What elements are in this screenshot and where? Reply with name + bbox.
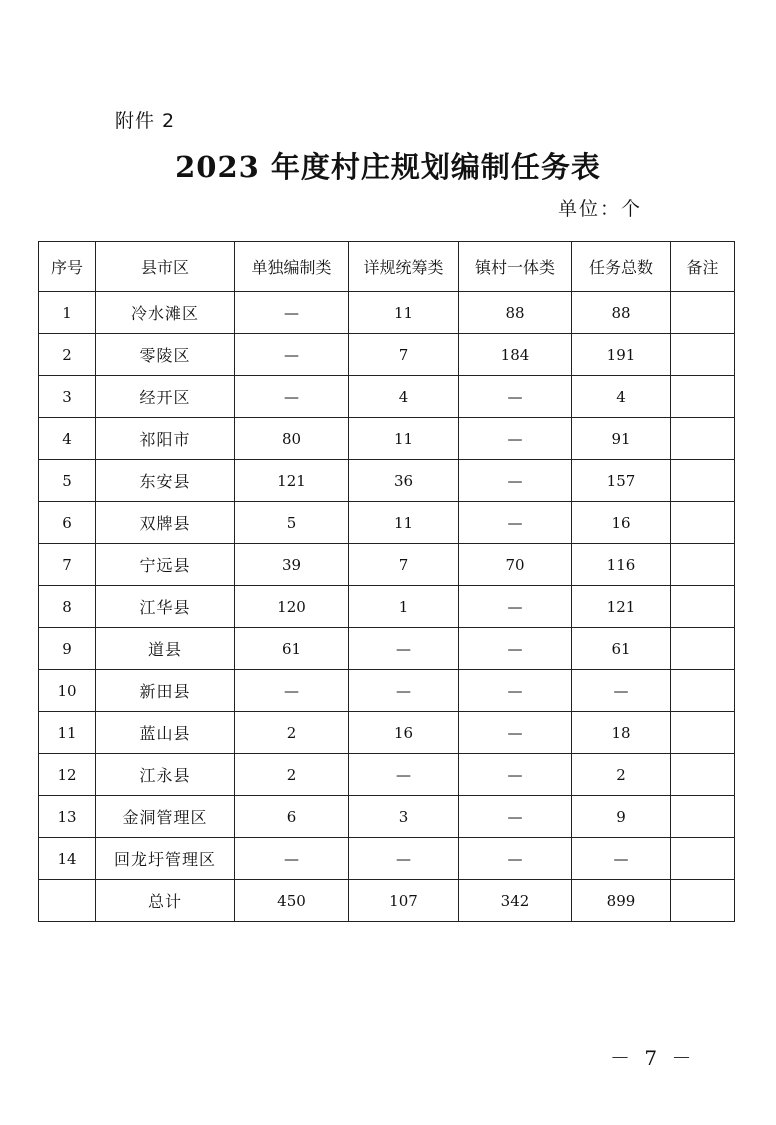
- table-cell: 16: [349, 712, 459, 754]
- table-cell: [671, 418, 735, 460]
- attachment-label: 附件 2: [115, 110, 176, 132]
- table-cell: —: [459, 628, 572, 670]
- table-cell: 江永县: [96, 754, 235, 796]
- table-cell: [671, 544, 735, 586]
- table-cell: 16: [572, 502, 671, 544]
- table-cell: 1: [39, 292, 96, 334]
- table-cell: 13: [39, 796, 96, 838]
- table-cell: 36: [349, 460, 459, 502]
- table-cell: 双牌县: [96, 502, 235, 544]
- table-cell: 金洞管理区: [96, 796, 235, 838]
- column-header: 序号: [39, 242, 96, 292]
- table-cell: 12: [39, 754, 96, 796]
- table-cell: 10: [39, 670, 96, 712]
- table-row: [39, 670, 735, 712]
- table-cell: 6: [235, 796, 349, 838]
- table-row: [39, 838, 735, 880]
- table-cell: 39: [235, 544, 349, 586]
- table-cell: [671, 796, 735, 838]
- table-cell: —: [349, 838, 459, 880]
- table-cell: 7: [349, 334, 459, 376]
- table-cell: 4: [39, 418, 96, 460]
- table-cell: 祁阳市: [96, 418, 235, 460]
- table-cell: 4: [572, 376, 671, 418]
- table-cell: —: [459, 460, 572, 502]
- table-row: [39, 418, 735, 460]
- table-cell: 回龙圩管理区: [96, 838, 235, 880]
- table-cell: —: [235, 376, 349, 418]
- table-cell: 18: [572, 712, 671, 754]
- table-cell: [671, 460, 735, 502]
- table-cell: —: [572, 838, 671, 880]
- table-cell: —: [459, 502, 572, 544]
- table-cell: 191: [572, 334, 671, 376]
- table-cell: 88: [572, 292, 671, 334]
- table-cell: 7: [39, 544, 96, 586]
- table-cell: [671, 502, 735, 544]
- table-cell: 9: [39, 628, 96, 670]
- table-cell: 11: [39, 712, 96, 754]
- column-header: 县市区: [96, 242, 235, 292]
- table-body: [39, 292, 735, 922]
- table-cell: 2: [39, 334, 96, 376]
- table-cell: —: [459, 670, 572, 712]
- table-cell: [671, 712, 735, 754]
- table-cell: 蓝山县: [96, 712, 235, 754]
- column-header: 单独编制类: [235, 242, 349, 292]
- table-cell: 899: [572, 880, 671, 922]
- table-row: [39, 796, 735, 838]
- table-row: [39, 754, 735, 796]
- table-cell: 342: [459, 880, 572, 922]
- table-cell: 1: [349, 586, 459, 628]
- unit-label: 单位：个: [558, 198, 643, 220]
- table-cell: —: [459, 712, 572, 754]
- table-cell: 91: [572, 418, 671, 460]
- table-cell: 120: [235, 586, 349, 628]
- table-row: [39, 334, 735, 376]
- table-cell: 80: [235, 418, 349, 460]
- table-cell: 61: [235, 628, 349, 670]
- table-cell: —: [459, 796, 572, 838]
- table-cell: —: [572, 670, 671, 712]
- column-header: 镇村一体类: [459, 242, 572, 292]
- table-cell: —: [459, 418, 572, 460]
- column-header: 备注: [671, 242, 735, 292]
- column-header: 任务总数: [572, 242, 671, 292]
- table-cell: 宁远县: [96, 544, 235, 586]
- table-row: [39, 376, 735, 418]
- table-cell: [671, 670, 735, 712]
- table-cell: 3: [349, 796, 459, 838]
- table-cell: 江华县: [96, 586, 235, 628]
- table-cell: 新田县: [96, 670, 235, 712]
- table-cell: —: [235, 292, 349, 334]
- table-cell: 184: [459, 334, 572, 376]
- table-cell: 道县: [96, 628, 235, 670]
- table-cell: [671, 880, 735, 922]
- table-cell: —: [235, 838, 349, 880]
- table-cell: —: [349, 754, 459, 796]
- table-row: [39, 544, 735, 586]
- table-cell: 经开区: [96, 376, 235, 418]
- table-cell: 11: [349, 418, 459, 460]
- table-cell: [671, 334, 735, 376]
- document-title: 2023 年度村庄规划编制任务表: [175, 150, 601, 184]
- table-row: [39, 586, 735, 628]
- table-cell: [671, 754, 735, 796]
- table-cell: [671, 838, 735, 880]
- table-cell: 116: [572, 544, 671, 586]
- table-cell: —: [235, 334, 349, 376]
- table-header-row: [39, 242, 735, 292]
- table-cell: 450: [235, 880, 349, 922]
- page-number: － 7 －: [610, 1046, 696, 1070]
- table-cell: 88: [459, 292, 572, 334]
- table-cell: 5: [39, 460, 96, 502]
- table-cell: [39, 880, 96, 922]
- table-cell: 2: [572, 754, 671, 796]
- table-cell: 61: [572, 628, 671, 670]
- table-row: [39, 292, 735, 334]
- table-cell: —: [349, 670, 459, 712]
- table-cell: 总计: [96, 880, 235, 922]
- table-row: [39, 502, 735, 544]
- table-row: [39, 460, 735, 502]
- table-cell: [671, 376, 735, 418]
- table-cell: —: [235, 670, 349, 712]
- table-row: [39, 712, 735, 754]
- table-cell: 157: [572, 460, 671, 502]
- table-cell: 2: [235, 712, 349, 754]
- table-cell: —: [459, 376, 572, 418]
- table-cell: 零陵区: [96, 334, 235, 376]
- table-cell: —: [349, 628, 459, 670]
- table-cell: 11: [349, 292, 459, 334]
- table-cell: 2: [235, 754, 349, 796]
- table-cell: 5: [235, 502, 349, 544]
- table-row: [39, 628, 735, 670]
- table-cell: 冷水滩区: [96, 292, 235, 334]
- table-cell: 6: [39, 502, 96, 544]
- table-cell: [671, 292, 735, 334]
- column-header: 详规统筹类: [349, 242, 459, 292]
- table-cell: 8: [39, 586, 96, 628]
- table-cell: —: [459, 586, 572, 628]
- table-total-row: [39, 880, 735, 922]
- table-cell: —: [459, 754, 572, 796]
- table-cell: 4: [349, 376, 459, 418]
- table-cell: 14: [39, 838, 96, 880]
- task-table: [38, 241, 735, 922]
- table-cell: 107: [349, 880, 459, 922]
- table-cell: 9: [572, 796, 671, 838]
- table-cell: 121: [235, 460, 349, 502]
- table-cell: 121: [572, 586, 671, 628]
- table-cell: 东安县: [96, 460, 235, 502]
- table-cell: [671, 586, 735, 628]
- table-cell: 7: [349, 544, 459, 586]
- table-cell: 3: [39, 376, 96, 418]
- table-cell: 11: [349, 502, 459, 544]
- table-cell: —: [459, 838, 572, 880]
- table-cell: 70: [459, 544, 572, 586]
- table-cell: [671, 628, 735, 670]
